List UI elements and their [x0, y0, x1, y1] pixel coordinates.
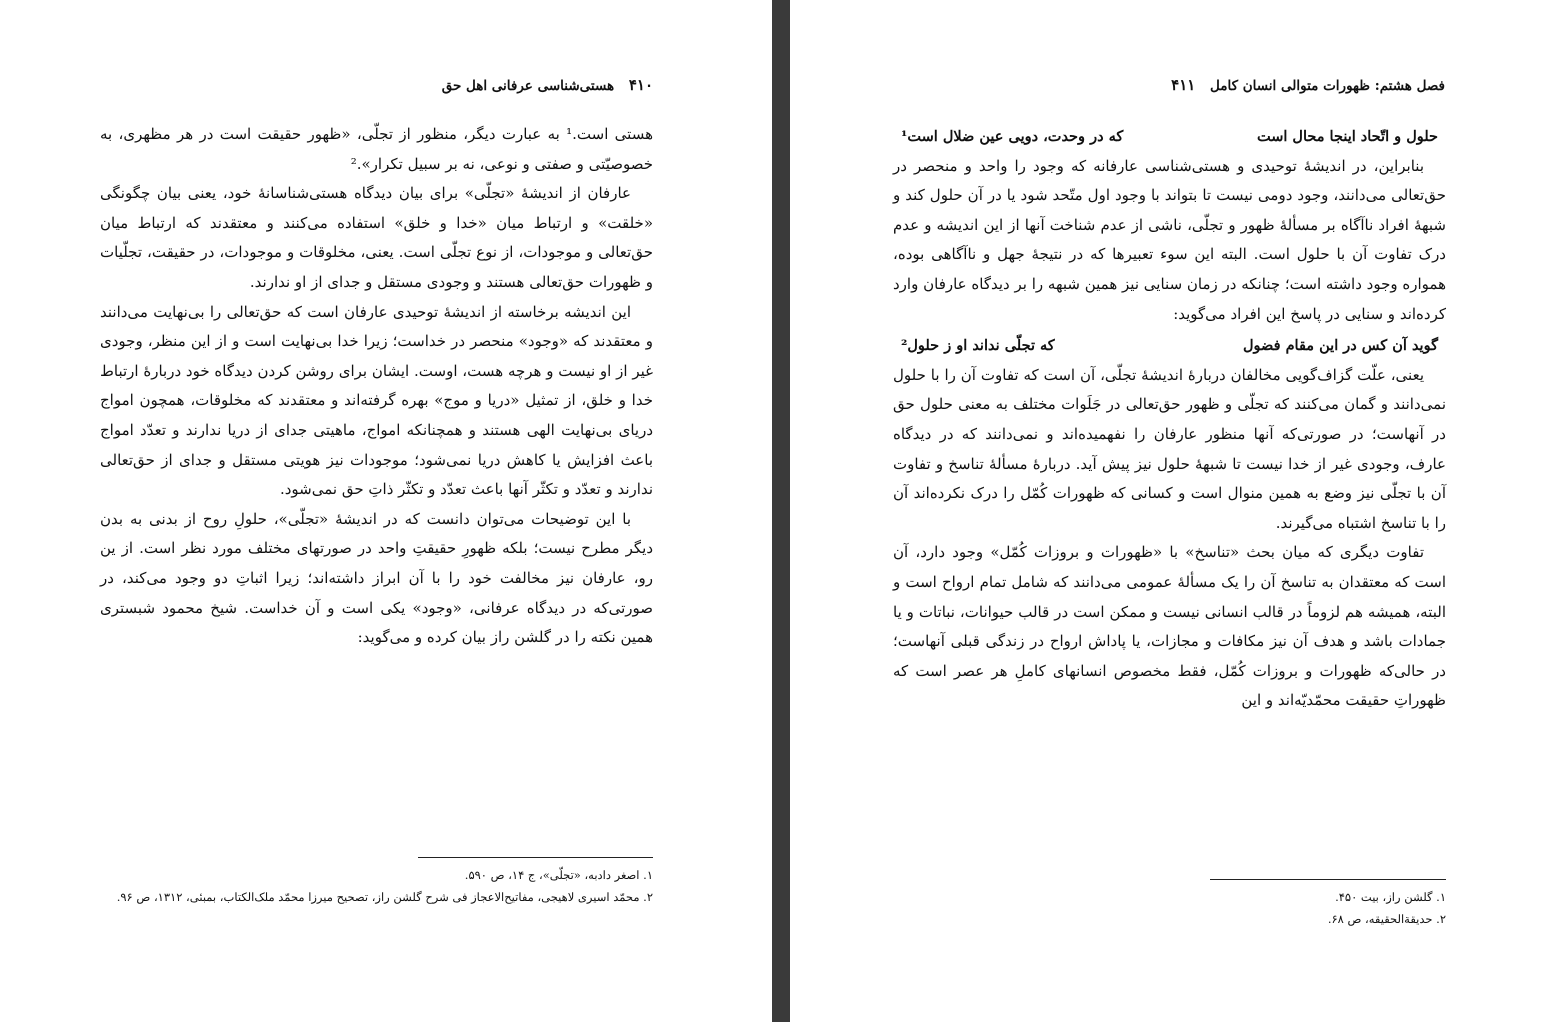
footnotes [100, 864, 653, 908]
verse-hemistich: که در وحدت، دویی عین ضلال است¹ [901, 128, 1124, 145]
page-header [1171, 76, 1445, 94]
paragraph: تفاوت دیگری که میان بحث «تناسخ» با «ظهورات و بروزات کُمّل» وجود دارد، آن است که معتقدان به تناسخ آن را یک مسألهٔ عمومی می‌دانند که شامل تمام ارواح است و البته، همیشه هم لزوماً در قالب انسانی نیست و ممکن است در قالب حیوانات، نباتات و یا جمادات باشد و هدف آن نیز مکافات و مجازات، یا پاداش ارواح در زندگی قبلی آنهاست؛ در حالی‌که ظهورات و بروزات کُمّل، فقط مخصوص انسانهای کاملِ هر عصر است که ظهوراتِ حقیقت محمّدیّه‌اند و این [893, 543, 1446, 710]
paragraph: بنابراین، در اندیشهٔ توحیدی و هستی‌شناسی عارفانه که وجود را واحد و منحصر در حق‌تعالی می‌دانند، وجود دومی نیست تا بتواند با وجود اول متّحد شود یا در آن حلول کند و شبههٔ افراد ناآگاه بر مسألهٔ ظهور و تجلّی، ناشی از عدم شناخت آنها از این اندیشه و عدم درک تفاوت آن با حلول است. البته این سوء تعبیرها که در نتیجهٔ جهل و ناآگاهی بوده، همواره وجود داشته است؛ چنانکه در زمان سنایی نیز همین شبهه را بر دیدگاه عارفان وارد کرده‌اند و سنایی در پاسخ این افراد می‌گوید: [893, 156, 1446, 323]
paragraph: این اندیشه برخاسته از اندیشهٔ توحیدی عارفان است که حق‌تعالی را بی‌نهایت می‌دانند و معتقدند که «وجود» منحصر در خداست؛ زیرا خدا بی‌نهایت است و از این منظر، وجودی غیر از او نیست و هرچه هست، اوست. ایشان برای روشن کردن دیدگاه خود دربارهٔ ارتباط خدا و خلق، از تمثیل «دریا و موج» بهره گرفته‌اند و معتقدند که مخلوقات، همچون امواج دریای بی‌نهایت الهی هستند و همچنانکه امواج، ماهیتی جدای از دریا ندارند و تعدّد امواج باعث افزایش یا کاهش دریا نمی‌شود؛ موجودات نیز هویتی مستقل و جدای از حق‌تعالی ندارند و تعدّد و تکثّر آنها باعث تعدّد و تکثّر ذاتِ حق نمی‌شود. [100, 302, 653, 499]
footnote: ۱. اصغر دادبه، «تجلّی»، ج ۱۴، ص ۵۹۰. [464, 868, 653, 882]
right-page [790, 0, 1563, 1022]
footnote-divider [418, 857, 653, 858]
page-number: ۴۱۰ [628, 76, 653, 94]
running-title: هستی‌شناسی عرفانی اهل حق [441, 78, 615, 94]
verse-couplet [893, 120, 1446, 152]
verse-hemistich: که تجلّی نداند او ز حلول² [901, 337, 1055, 355]
page-body [100, 120, 653, 653]
paragraph: عارفان از اندیشهٔ «تجلّی» برای بیان دیدگاه هستی‌شناسانهٔ خود، یعنی بیان چگونگی «خلقت» و ارتباط میان «خدا و خلق» استفاده می‌کنند و معتقدند که ارتباط میان حق‌تعالی و موجودات، از نوع تجلّی است. یعنی، مخلوقات و موجودات، در حقیقت، تجلّیات و ظهورات حق‌تعالی هستند و وجودی مستقل و جدای از او ندارند. [100, 184, 653, 291]
paragraph: یعنی، علّت گزاف‌گویی مخالفان دربارهٔ اندیشهٔ تجلّی، آن است که تفاوت آن را با حلول نمی‌دانند و گمان می‌کنند که تجلّی و ظهور حق‌تعالی در جَلَوات مختلف به معنی حلول حق در آنهاست؛ در صورتی‌که آنها منظور عارفان را نفهمیده‌اند و نمی‌دانند که در دیدگاه عارف، وجودی غیر از خدا نیست تا شبههٔ حلول نیز پیش آید. دربارهٔ مسألهٔ تناسخ و تفاوت آن با تجلّی نیز وضع به همین منوال است و کسانی که ظهورات کُمّل را درک نکرده‌اند آن را با تناسخ اشتباه می‌گیرند. [893, 365, 1446, 532]
paragraph: هستی است.¹ به عبارت دیگر، منظور از تجلّی، «ظهور حقیقت است در هر مظهری، به خصوصیّتی و صفتی و نوعی، نه بر سبیل تکرار».² [100, 125, 653, 173]
page-body [893, 120, 1446, 716]
verse-couplet [893, 329, 1446, 361]
book-gutter [772, 0, 790, 1022]
page-number: ۴۱۱ [1171, 76, 1196, 94]
footnotes [893, 886, 1446, 930]
verse-hemistich: گوید آن کس در این مقام فضول [1243, 337, 1438, 355]
verse-hemistich: حلول و اتّحاد اینجا محال است [1256, 128, 1438, 145]
footnote: ۱. گلشن راز، بیت ۴۵۰. [1335, 890, 1446, 904]
footnote: ۲. محمّد اسیری لاهیجی، مفاتیح‌الاعجاز فی شرح گلشن راز، تصحیح میرزا محمّد ملک‌الکتاب، بمبئی، ۱۳۱۲، ص ۹۶. [116, 890, 653, 904]
paragraph: با این توضیحات می‌توان دانست که در اندیشهٔ «تجلّی»، حلولِ روح از بدنی به بدن دیگر مطرح نیست؛ بلکه ظهورِ حقیقتِ واحد در صورتهای مختلف مورد نظر است. از ین رو، عارفان نیز مخالفت خود را با آن ابراز داشته‌اند؛ زیرا اثباتِ دو وجود می‌کند، در صورتی‌که در دیدگاه عرفانی، «وجود» یکی است و آن خداست. شیخ محمود شبستری همین نکته را در گلشن راز بیان کرده و می‌گوید: [100, 509, 653, 647]
footnote: ۲. حدیقةالحقیقه، ص ۶۸. [1327, 912, 1446, 926]
running-title: فصل هشتم: ظهورات متوالی انسان کامل [1210, 78, 1445, 94]
left-page [0, 0, 772, 1022]
footnote-divider [1210, 879, 1446, 880]
page-header [442, 76, 653, 94]
